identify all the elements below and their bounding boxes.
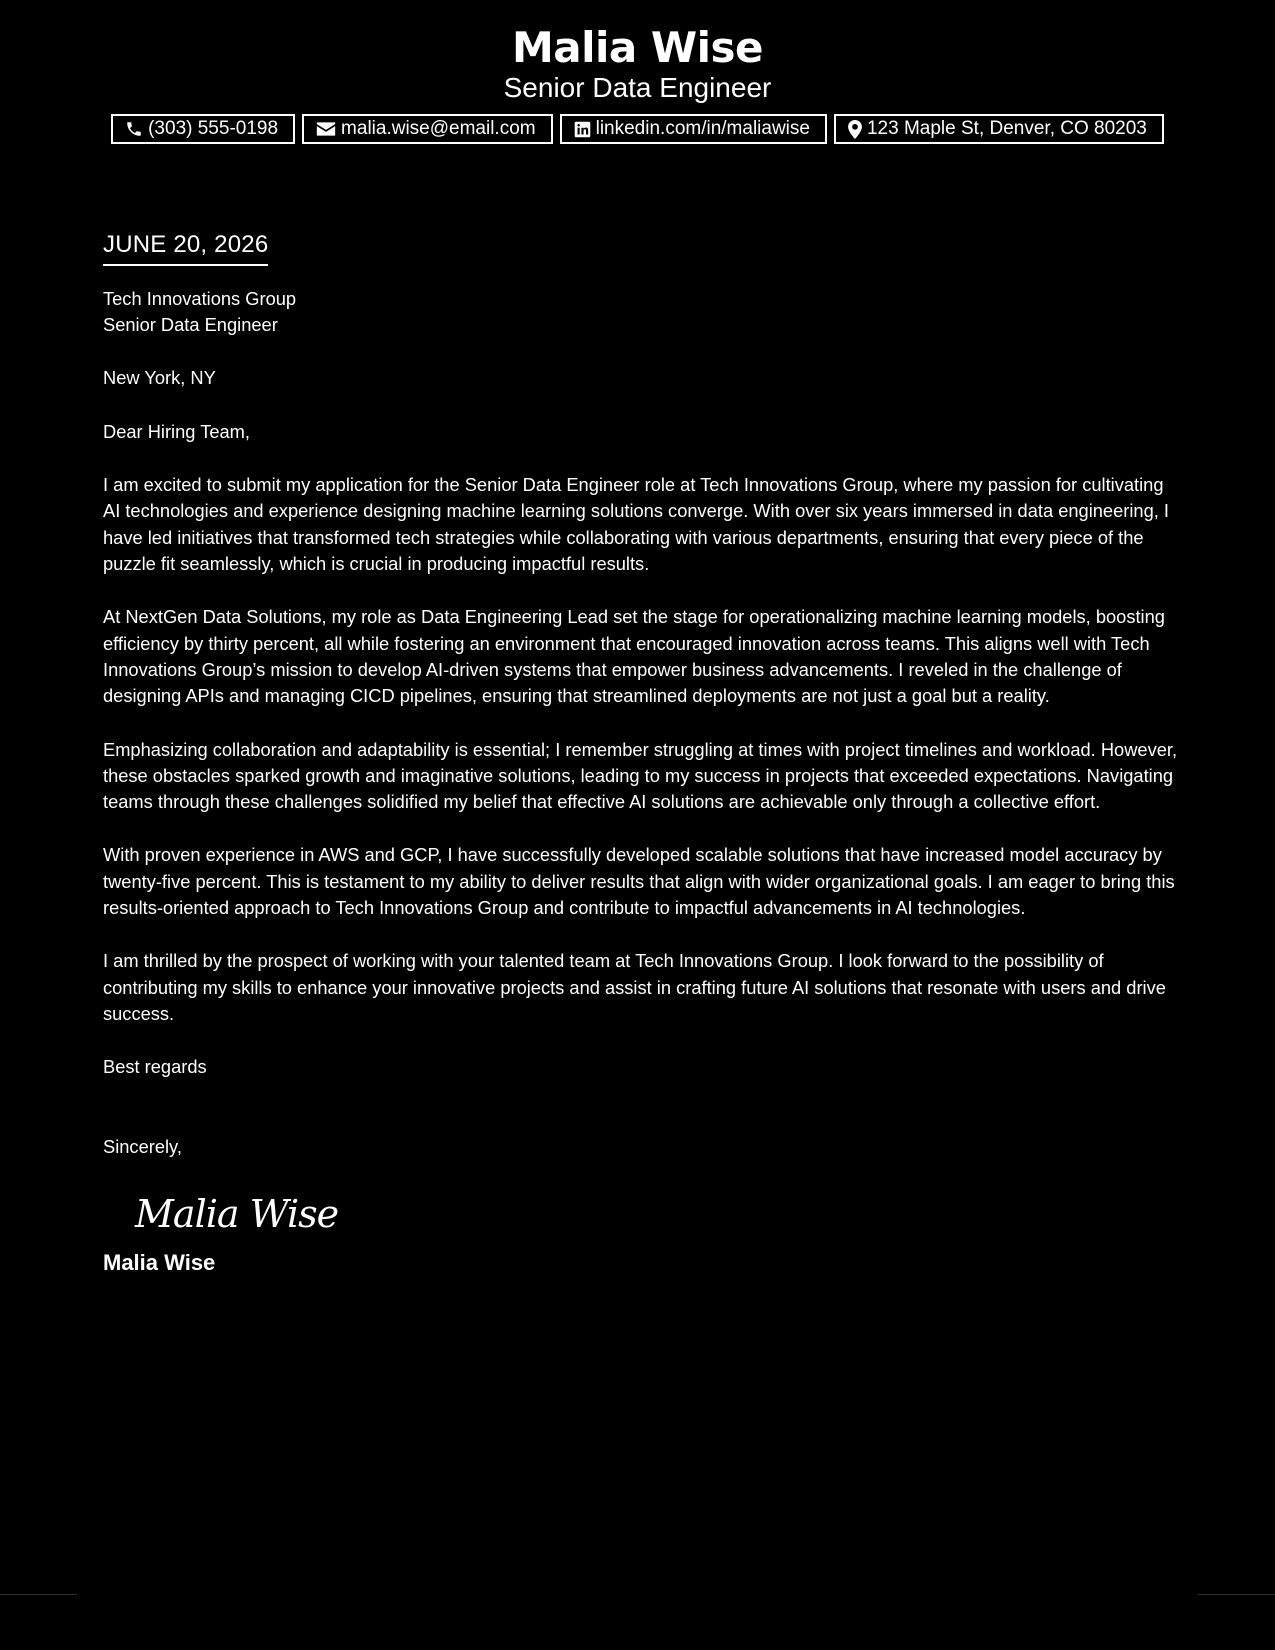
map-marker-icon: [848, 120, 862, 139]
recipient-location: New York, NY: [103, 366, 216, 388]
contact-phone-text: (303) 555-0198: [148, 118, 279, 139]
sign-off: Sincerely,: [103, 1135, 182, 1157]
signer-name: Malia Wise: [103, 1249, 216, 1275]
letter-date: JUNE 20, 2026: [103, 228, 268, 266]
footer-divider-right: [1198, 1594, 1275, 1595]
recipient-role: Senior Data Engineer: [103, 314, 278, 336]
paragraph: Emphasizing collaboration and adaptability is essential; I remember struggling at times with project timelines and workload. However, these obstacles sparked growth and imaginative solutions, leading to my success in projects that exceeded expectations. Navigating teams through these challenges solidified my belief that effective AI solutions are achievable only through a collective effort.: [103, 738, 1178, 813]
recipient-block: [103, 286, 1183, 339]
envelope-icon: [316, 121, 336, 137]
signature-image: Malia Wise: [135, 1191, 339, 1236]
salutation: Dear Hiring Team,: [103, 420, 250, 442]
letter-body: [103, 228, 1183, 1278]
paragraph: With proven experience in AWS and GCP, I have successfully developed scalable solutions that have increased model accuracy by twenty-five percent. This is testament to my ability to deliver results that align with wider organizational goals. I am eager to bring this results-oriented approach to Tech Innovations Group and contribute to impactful advancements in AI technologies.: [103, 844, 1175, 919]
contact-phone: [111, 114, 295, 144]
contact-address-text: 123 Maple St, Denver, CO 80203: [866, 118, 1147, 139]
applicant-title: Senior Data Engineer: [503, 72, 772, 103]
paragraph: I am thrilled by the prospect of working with your talented team at Tech Innovations Group. I look forward to the possibility of contributing my skills to enhance your innovative projects and assist in crafting future AI solutions that resonate with users and drive success.: [103, 950, 1166, 1024]
contact-linkedin: [560, 114, 827, 144]
linkedin-icon: [574, 121, 591, 138]
contact-email: [302, 114, 553, 144]
phone-icon: [125, 120, 143, 138]
contact-email-text: malia.wise@email.com: [341, 118, 536, 139]
closing: Best regards: [103, 1056, 207, 1078]
contact-linkedin-text: linkedin.com/in/maliawise: [595, 118, 810, 139]
contact-address: [834, 114, 1164, 144]
paragraph: At NextGen Data Solutions, my role as Data Engineering Lead set the stage for operationalizing machine learning models, boosting efficiency by thirty percent, all while fostering an environment that encouraged innovation across teams. This aligns well with Tech Innovations Group’s mission to develop AI-driven systems that empower business advancements. I reveled in the challenge of designing APIs and managing CICD pipelines, ensuring that streamlined deployments are not just a goal but a reality.: [103, 606, 1165, 707]
recipient-company: Tech Innovations Group: [103, 288, 297, 309]
footer-divider-left: [0, 1594, 77, 1595]
applicant-name: Malia Wise: [511, 23, 764, 72]
contact-bar: [0, 114, 1275, 144]
paragraph: I am excited to submit my application for the Senior Data Engineer role at Tech Innovations Group, where my passion for cultivating AI technologies and experience designing machine learning solutions converge. With over six years immersed in data engineering, I have led initiatives that transformed tech strategies while collaborating with various departments, ensuring that every piece of the puzzle fit seamlessly, which is crucial in producing impactful results.: [103, 474, 1169, 575]
letter-header: [0, 22, 1275, 105]
